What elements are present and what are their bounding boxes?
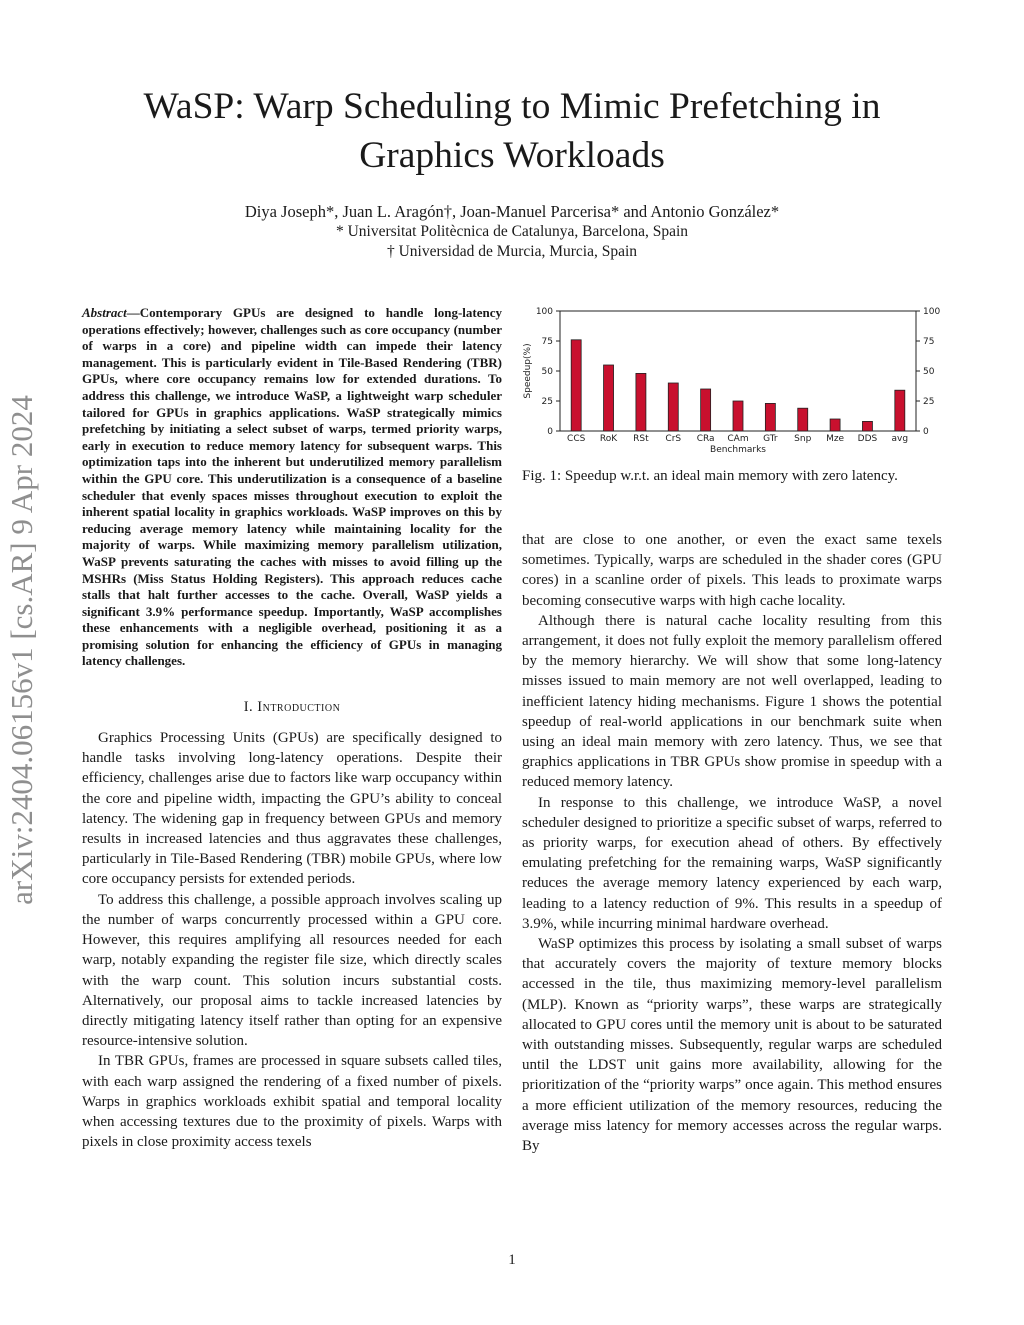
bar-CrS xyxy=(668,383,678,431)
y-tick-label-right: 75 xyxy=(923,337,935,347)
abstract-lead: Abstract xyxy=(82,305,127,320)
bar-Mze xyxy=(830,419,840,431)
x-tick-label: CAm xyxy=(727,434,749,444)
bar-RSt xyxy=(636,373,646,431)
y-axis-label: Speedup(%) xyxy=(523,343,533,399)
right-column xyxy=(522,530,942,1156)
x-tick-label: GTr xyxy=(763,434,778,444)
x-axis-label: Benchmarks xyxy=(710,445,766,455)
x-tick-label: CRa xyxy=(696,434,715,444)
section-heading-introduction: I. Introduction xyxy=(243,699,341,716)
arxiv-identifier xyxy=(0,395,39,905)
speedup-bar-chart xyxy=(519,303,949,463)
x-tick-label: RSt xyxy=(633,434,649,444)
author-block xyxy=(80,202,944,262)
paper-title: WaSP: Warp Scheduling to Mimic Prefetching in Graphics Workloads xyxy=(143,86,881,176)
paragraph: To address this challenge, a possible approach involves scaling up the number of warps concurrently processed within a GPU core. However, this requires amplifying all resources needed for each warp, notably expanding the register file size, which directly scales with the warp count. This solution incurs substantial costs. Alternatively, our proposal aims to tackle increased latencies by directly mitigating latency itself rather than opting for an expensive resource-intensive solution. xyxy=(82,891,502,1050)
y-tick-label-left: 25 xyxy=(541,397,553,407)
bar-Snp xyxy=(798,408,808,431)
bar-CRa xyxy=(701,389,711,431)
paragraph: Although there is natural cache locality resulting from this arrangement, it does not fully exploit the memory parallelism offered by the memory hierarchy. We will show that some long-latency misses issued to main memory are not well overlapped, leading to inefficient latency hiding mechanisms. Figure 1 shows the potential speedup of real-world applications in our benchmark suite when using an ideal main memory with zero latency. Thus, we see that graphics applications in TBR GPUs show promise in speedup with a reduced memory latency. xyxy=(522,612,942,791)
y-tick-label-right: 50 xyxy=(923,367,935,377)
x-tick-label: avg xyxy=(891,434,909,444)
y-tick-label-right: 25 xyxy=(923,397,935,407)
figure-caption: Fig. 1: Speedup w.r.t. an ideal main memory with zero latency. xyxy=(522,468,898,484)
paragraph: In response to this challenge, we introduce WaSP, a novel scheduler designed to prioritize a specific subset of warps, referred to as priority warps, for execution ahead of others. By effectively emulating prefetching for the remaining warps, WaSP significantly reduces the average memory latency experienced by each warp, leading to a latency reduction of 9%. This results in a speedup of 3.9%, while incurring minimal hardware overhead. xyxy=(522,794,942,932)
x-tick-label: CCS xyxy=(567,434,586,444)
bar-avg xyxy=(895,390,905,431)
bar-DDS xyxy=(862,421,872,431)
x-tick-label: Snp xyxy=(794,434,812,444)
bar-CCS xyxy=(571,340,581,431)
page-number: 1 xyxy=(508,1252,516,1268)
y-tick-label-left: 0 xyxy=(547,427,553,437)
x-tick-label: Mze xyxy=(826,434,845,444)
y-tick-label-left: 100 xyxy=(535,307,553,317)
paragraph: WaSP optimizes this process by isolating a small subset of warps that accurately covers the majority of texture memory blocks accessed in the tile, thus maximizing memory-level parallelism (MLP). Known as “priority warps”, these warps are strategically allocated to GPU cores until the memory unit is about to be saturated with outstanding misses. Subsequently, regular warps are scheduled until the LDST unit gains more availability, allowing for the prioritization of the “priority warps” once again. This method ensures a more efficient utilization of the memory resources, reducing the average miss latency for memory accesses across the regular warps. By xyxy=(522,936,942,1155)
bar-CAm xyxy=(733,401,743,431)
bar-GTr xyxy=(765,403,775,431)
affiliation-upc: * Universitat Politècnica de Catalunya, Barcelona, Spain xyxy=(335,223,689,240)
paragraph: In TBR GPUs, frames are processed in square subsets called tiles, with each warp assigned the rendering of a fixed number of pixels. Warps in graphics workloads exhibit spatial and temporal locality when accessing textures due to the proximity of pixels. Warps with pixels in close proximity access texels xyxy=(82,1053,502,1151)
affiliation-murcia: † Universidad de Murcia, Murcia, Spain xyxy=(386,243,638,260)
y-tick-label-left: 50 xyxy=(541,367,553,377)
y-tick-label-right: 100 xyxy=(923,307,941,317)
y-tick-label-right: 0 xyxy=(923,427,929,437)
x-tick-label: RoK xyxy=(599,434,618,444)
abstract xyxy=(82,305,502,670)
abstract-text: —Contemporary GPUs are designed to handle long-latency operations effectively; however, challenges such as core occupancy (number of warps in a core) and pipeline width can impede their latency management. This is particularly evident in Tile-Based Rendering (TBR) GPUs, where core occupancy remains low for extended durations. To address this challenge, we introduce WaSP, a lightweight warp scheduler tailored for GPUs in graphics applications. WaSP strategically mimics prefetching by initiating a select subset of warps, termed priority warps, early in execution to reduce memory latency for subsequent warps. This optimization taps into the inherent but underutilized memory parallelism within the GPU core. This underutilization is a consequence of a baseline scheduler that evenly spaces misses throughout execution to exploit the inherent spatial locality in graphics workloads. WaSP improves on this by reducing average memory latency while maintaining locality for the majority of warps. While maximizing memory parallelism utilization, WaSP prevents saturating the caches with misses to avoid filling up the MSHRs (Miss Status Holding Registers). This approach reduces cache stalls that halt further accesses to the cache. Overall, WaSP yields a significant 3.9% performance speedup. Importantly, WaSP accomplishes these enhancements with a negligible overhead, positioning it as a promising solution for enhancing the efficiency of GPUs in managing latency challenges. xyxy=(82,305,502,669)
y-tick-label-left: 75 xyxy=(541,337,553,347)
x-tick-label: CrS xyxy=(665,434,682,444)
paragraph: that are close to one another, or even the exact same texels sometimes. Typically, warps are scheduled in the shader cores (GPU cores) in a scanline order of pixels. This leads to proximate warps becoming consecutive warps with high cache locality. xyxy=(522,532,942,609)
x-tick-label: DDS xyxy=(857,434,878,444)
left-column xyxy=(82,305,502,1152)
author-list: Diya Joseph*, Juan L. Aragón†, Joan-Manuel Parcerisa* and Antonio González* xyxy=(244,202,780,221)
arxiv-identifier-text: arXiv:2404.06156v1 [cs.AR] 9 Apr 2024 xyxy=(4,395,39,905)
bar-RoK xyxy=(604,365,614,431)
paragraph: Graphics Processing Units (GPUs) are specifically designed to handle tasks involving long-latency operations. Despite their efficiency, challenges arise due to factors like warp occupancy within the core and pipeline width, impacting the GPU’s ability to conceal latency. The widening gap in frequency between GPUs and memory results in increased latencies and thus aggravates these challenges, particularly in Tile-Based Rendering (TBR) mobile GPUs, where low core occupancy persists for extended periods. xyxy=(82,730,502,888)
